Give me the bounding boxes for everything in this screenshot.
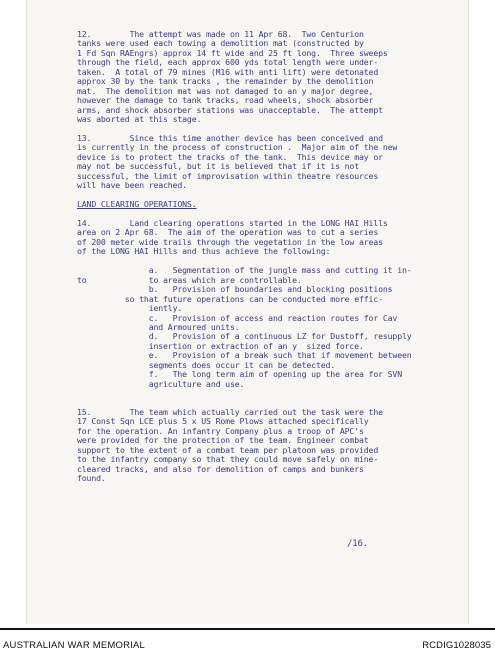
document-text-line: approx 30 by the tank tracks , the remainder by the demolition bbox=[77, 76, 374, 87]
document-text-line: was aborted at this stage. bbox=[77, 114, 202, 125]
document-text-line: 14. Land clearing operations started in the LONG HAI Hills bbox=[77, 218, 388, 228]
archive-footer bbox=[0, 628, 495, 654]
document-text-line: d. Provision of a continuous LZ for Dustoff, resupply bbox=[77, 331, 412, 342]
document-text-line: a. Segmentation of the jungle mass and cutting it in- bbox=[77, 265, 412, 276]
document-text-line: were provided for the protection of the team. Engineer combat bbox=[77, 435, 369, 446]
document-text-line: support to the extent of a combat team per platoon was provided bbox=[77, 444, 379, 455]
archive-name: AUSTRALIAN WAR MEMORIAL bbox=[3, 640, 146, 651]
document-text-line: 1 Fd Sqn RAEngrs) approx 14 ft wide and 25 ft long. Three sweeps bbox=[77, 47, 388, 58]
document-text-line: to the infantry company so that they could move safely on mine- bbox=[77, 454, 379, 465]
document-text-line: through the field, each approx 600 yds total length were under- bbox=[77, 57, 379, 68]
document-text-line: agriculture and use. bbox=[77, 378, 245, 389]
document-text-line: b. Provision of boundaries and blocking positions bbox=[77, 284, 393, 295]
document-text-line: and Armoured units. bbox=[77, 321, 240, 332]
document-text-line: 17 Const Sqn LCE plus 5 x US Rome Plows attached specifically bbox=[77, 416, 369, 427]
document-text-line: e. Provision of a break such that if movement between bbox=[77, 350, 412, 361]
document-text-line: may not be successful, but it is believed that if it is not bbox=[77, 161, 359, 172]
document-text-line: however the damage to tank tracks, road wheels, shock absorber bbox=[77, 95, 374, 106]
document-text-line: cleared tracks, and also for demolition of camps and bunkers bbox=[77, 463, 364, 474]
document-text-line: of 200 meter wide trails through the vegetation in the low areas bbox=[77, 236, 383, 247]
section-heading: LAND CLEARING OPERATIONS. bbox=[77, 199, 197, 210]
document-text-line: to to areas which are controllable. bbox=[77, 274, 302, 285]
document-text-line: f. The long term aim of opening up the area for SVN bbox=[77, 369, 402, 380]
document-text-line: so that future operations can be conducted more effic- bbox=[77, 293, 383, 304]
document-text-line: device is to protect the tracks of the tank. This device may or bbox=[77, 151, 383, 162]
document-text-line: insertion or extraction of an y sized force. bbox=[77, 340, 364, 351]
document-text-line: for the operation. An infantry Company plus a troop of APC's bbox=[77, 425, 364, 436]
document-text-line: 12. The attempt was made on 11 Apr 68. Two Centurion bbox=[77, 29, 364, 39]
document-page bbox=[26, 0, 469, 624]
document-text-line: c. Provision of access and reaction routes for Cav bbox=[77, 312, 398, 323]
document-text-line: 15. The team which actually carried out the task were the bbox=[77, 407, 383, 417]
record-id: RCDIG1028035 bbox=[422, 640, 491, 651]
document-text-line: tanks were used each towing a demolition mat (constructed by bbox=[77, 38, 364, 49]
document-text-line: iently. bbox=[77, 303, 183, 314]
document-text-line: arms, and shock absorber stations was unacceptable. The attempt bbox=[77, 104, 383, 115]
document-text-line: area on 2 Apr 68. The aim of the operation was to cut a series bbox=[77, 227, 379, 238]
document-text-line: mat. The demolition mat was not damaged to an y major degree, bbox=[77, 85, 374, 96]
document-text-line: will have been reached. bbox=[77, 180, 187, 191]
page-continuation-marker: /16. bbox=[347, 539, 369, 549]
document-text-line: is currently in the process of construction . Major aim of the new bbox=[77, 142, 398, 153]
document-text-line: 13. Since this time another device has been conceived and bbox=[77, 132, 383, 143]
document-text-line: of the LONG HAI Hills and thus achieve the following: bbox=[77, 246, 331, 257]
document-text-line: segments does occur it can be detected. bbox=[77, 359, 336, 370]
document-text-line: taken. A total of 79 mines (M16 with anti lift) were detonated bbox=[77, 66, 379, 77]
document-text-line: successful, the limit of improvisation within theatre resources bbox=[77, 170, 379, 181]
document-text-line: found. bbox=[77, 473, 106, 484]
